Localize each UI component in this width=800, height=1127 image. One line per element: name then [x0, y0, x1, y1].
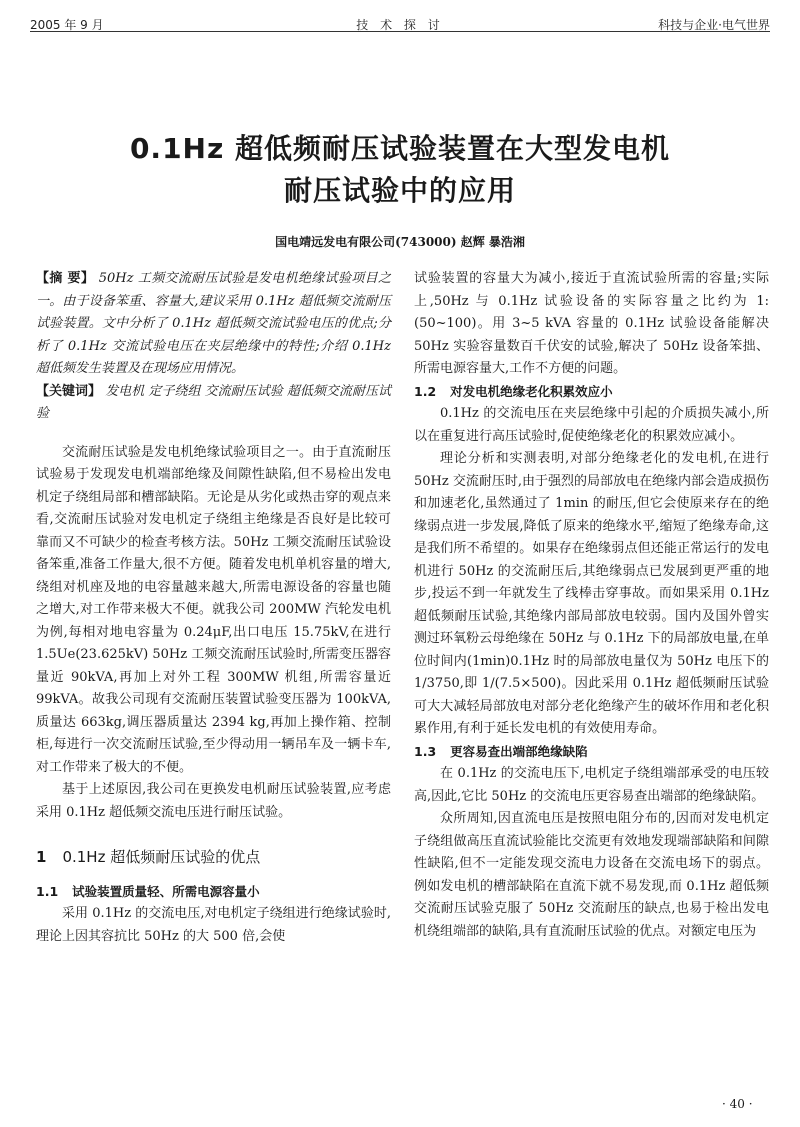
- section-heading-1: [36, 846, 391, 869]
- page-number: · 40 ·: [722, 1097, 753, 1111]
- subsection-number: 1.1: [36, 883, 59, 899]
- header-section: 技 术 探 讨: [356, 18, 444, 32]
- subsection-number: 1.2: [414, 383, 437, 399]
- body-paragraph-continued: 试验装置的容量大为减小,接近于直流试验所需的容量;实际上,50Hz 与 0.1Hz 试验设备的实际容量之比约为 1:(50~100)。用 3~5 kVA 容量的 0.1Hz 试验设备能解决 50Hz 实验容量数百千伏安的试验,解决了 50Hz 设备笨拙、所需电源容量大,工作不方便的问题。: [414, 271, 769, 376]
- abstract-label: 【摘 要】: [36, 271, 95, 286]
- body-paragraph: 采用 0.1Hz 的交流电压,对电机定子绕组进行绝缘试验时,理论上因其容抗比 50Hz 的大 500 倍,会使: [36, 906, 391, 944]
- header-journal: 科技与企业·电气世界: [658, 18, 770, 32]
- left-column: [36, 268, 391, 948]
- subsection-heading-1-3: [414, 741, 769, 764]
- subsection-title: 对发电机绝缘老化积累效应小: [450, 383, 613, 399]
- body-paragraph: 基于上述原因,我公司在更换发电机耐压试验装置,应考虑采用 0.1Hz 超低频交流电压进行耐压试验。: [36, 782, 391, 820]
- title-line-2: 耐压试验中的应用: [283, 174, 516, 207]
- authors-affiliation: 国电靖远发电有限公司(743000) 赵辉 暴浩湘: [275, 235, 525, 249]
- abstract-text: 50Hz 工频交流耐压试验是发电机绝缘试验项目之一。由于设备笨重、容量大,建议采用 0.1Hz 超低频交流耐压试验装置。文中分析了 0.1Hz 超低频交流试验电压的优点;分析了 0.1Hz 交流试验电压在夹层绝缘中的特性;介绍 0.1Hz 超低频发生装置及在现场应用情况。: [36, 271, 391, 376]
- subsection-heading-1-1: [36, 881, 391, 904]
- body-paragraph: 交流耐压试验是发电机绝缘试验项目之一。由于直流耐压试验易于发现发电机端部绝缘及间隙性缺陷,但不易检出发电机定子绕组局部和槽部缺陷。无论是从劣化或热击穿的观点来看,交流耐压试验对发电机定子绕组主绝缘是否良好是比较可靠而又不可缺少的检查考核方法。50Hz 工频交流耐压试验设备笨重,准备工作量大,很不方便。随着发电机单机容量的增大,绕组对机座及地的电容量越来越大,所需电源设备的容量也随之增大,对工作带来极大不便。就我公司 200MW 汽轮发电机为例,每相对地电容量为 0.24μF,出口电压 15.75kV,在进行 1.5Ue(23.625kV) 50Hz 工频交流耐压试验时,所需变压器容量近 90kVA,再加上对外工程 300MW 机组,所需容量近 99kVA。故我公司现有交流耐压装置试验变压器为 100kVA,质量达 663kg,调压器质量达 2394 kg,再加上操作箱、控制柜,每进行一次交流耐压试验,至少得动用一辆吊车及一辆卡车,对工作带来了极大的不便。: [36, 444, 391, 775]
- body-paragraph: 众所周知,因直流电压是按照电阻分布的,因而对发电机定子绕组做高压直流试验能比交流更有效地发现端部缺陷和间隙性缺陷,但不一定能发现交流电力设备在交流电场下的弱点。例如发电机的槽部缺陷在直流下就不易发现,而 0.1Hz 超低频交流耐压试验克服了 50Hz 交流耐压的缺点,也易于检出发电机绕组端部的缺陷,具有直流耐压试验的优点。对额定电压为: [414, 811, 769, 939]
- body-paragraph: 理论分析和实测表明,对部分绝缘老化的发电机,在进行 50Hz 交流耐压时,由于强烈的局部放电在绝缘内部会造成损伤和加速老化,虽然通过了 1min 的耐压,但它会使原来存在的绝缘弱点进一步发展,降低了原来的绝缘水平,缩短了绝缘寿命,这是我们所不希望的。如果存在绝缘弱点但还能正常运行的发电机进行 50Hz 的交流耐压后,其绝缘弱点已发展到更严重的地步,投运不到一年就发生了线棒击穿事故。而如果采用 0.1Hz 超低频耐压试验,其绝缘内部局部放电较弱。国内及国外曾实测过环氧粉云母绝缘在 50Hz 与 0.1Hz 下的局部放电量,在单位时间内(1min)0.1Hz 时的局部放电量仅为 50Hz 电压下的 1/3750,即 1/(7.5×500)。因此采用 0.1Hz 超低频耐压试验可大大减轻局部放电对部分老化绝缘产生的破坏作用和老化积累作用,有利于延长发电机的有效使用寿命。: [414, 451, 769, 736]
- body-paragraph: 在 0.1Hz 的交流电压下,电机定子绕组端部承受的电压较高,因此,它比 50Hz 的交流电压更容易查出端部的绝缘缺陷。: [414, 766, 769, 804]
- header-rule: [30, 31, 770, 32]
- section-title: 0.1Hz 超低频耐压试验的优点: [62, 848, 261, 866]
- keywords-label: 【关键词】: [36, 383, 102, 399]
- subsection-title: 更容易查出端部绝缘缺陷: [450, 743, 588, 759]
- right-column: [414, 268, 769, 943]
- subsection-title: 试验装置质量轻、所需电源容量小: [72, 883, 260, 899]
- paper-title: [0, 128, 800, 212]
- keywords: [36, 381, 391, 426]
- subsection-heading-1-2: [414, 381, 769, 404]
- running-header: [30, 8, 770, 30]
- subsection-number: 1.3: [414, 743, 437, 759]
- abstract: [36, 268, 391, 381]
- keywords-text: 发电机 定子绕组 交流耐压试验 超低频交流耐压试验: [36, 383, 391, 421]
- body-paragraph: 0.1Hz 的交流电压在夹层绝缘中引起的介质损失减小,所以在重复进行高压试验时,促使绝缘老化的积累效应减小。: [414, 406, 769, 444]
- header-date: 2005 年 9 月: [30, 18, 104, 32]
- title-line-1: 0.1Hz 超低频耐压试验装置在大型发电机: [129, 132, 671, 165]
- section-number: 1: [36, 848, 47, 866]
